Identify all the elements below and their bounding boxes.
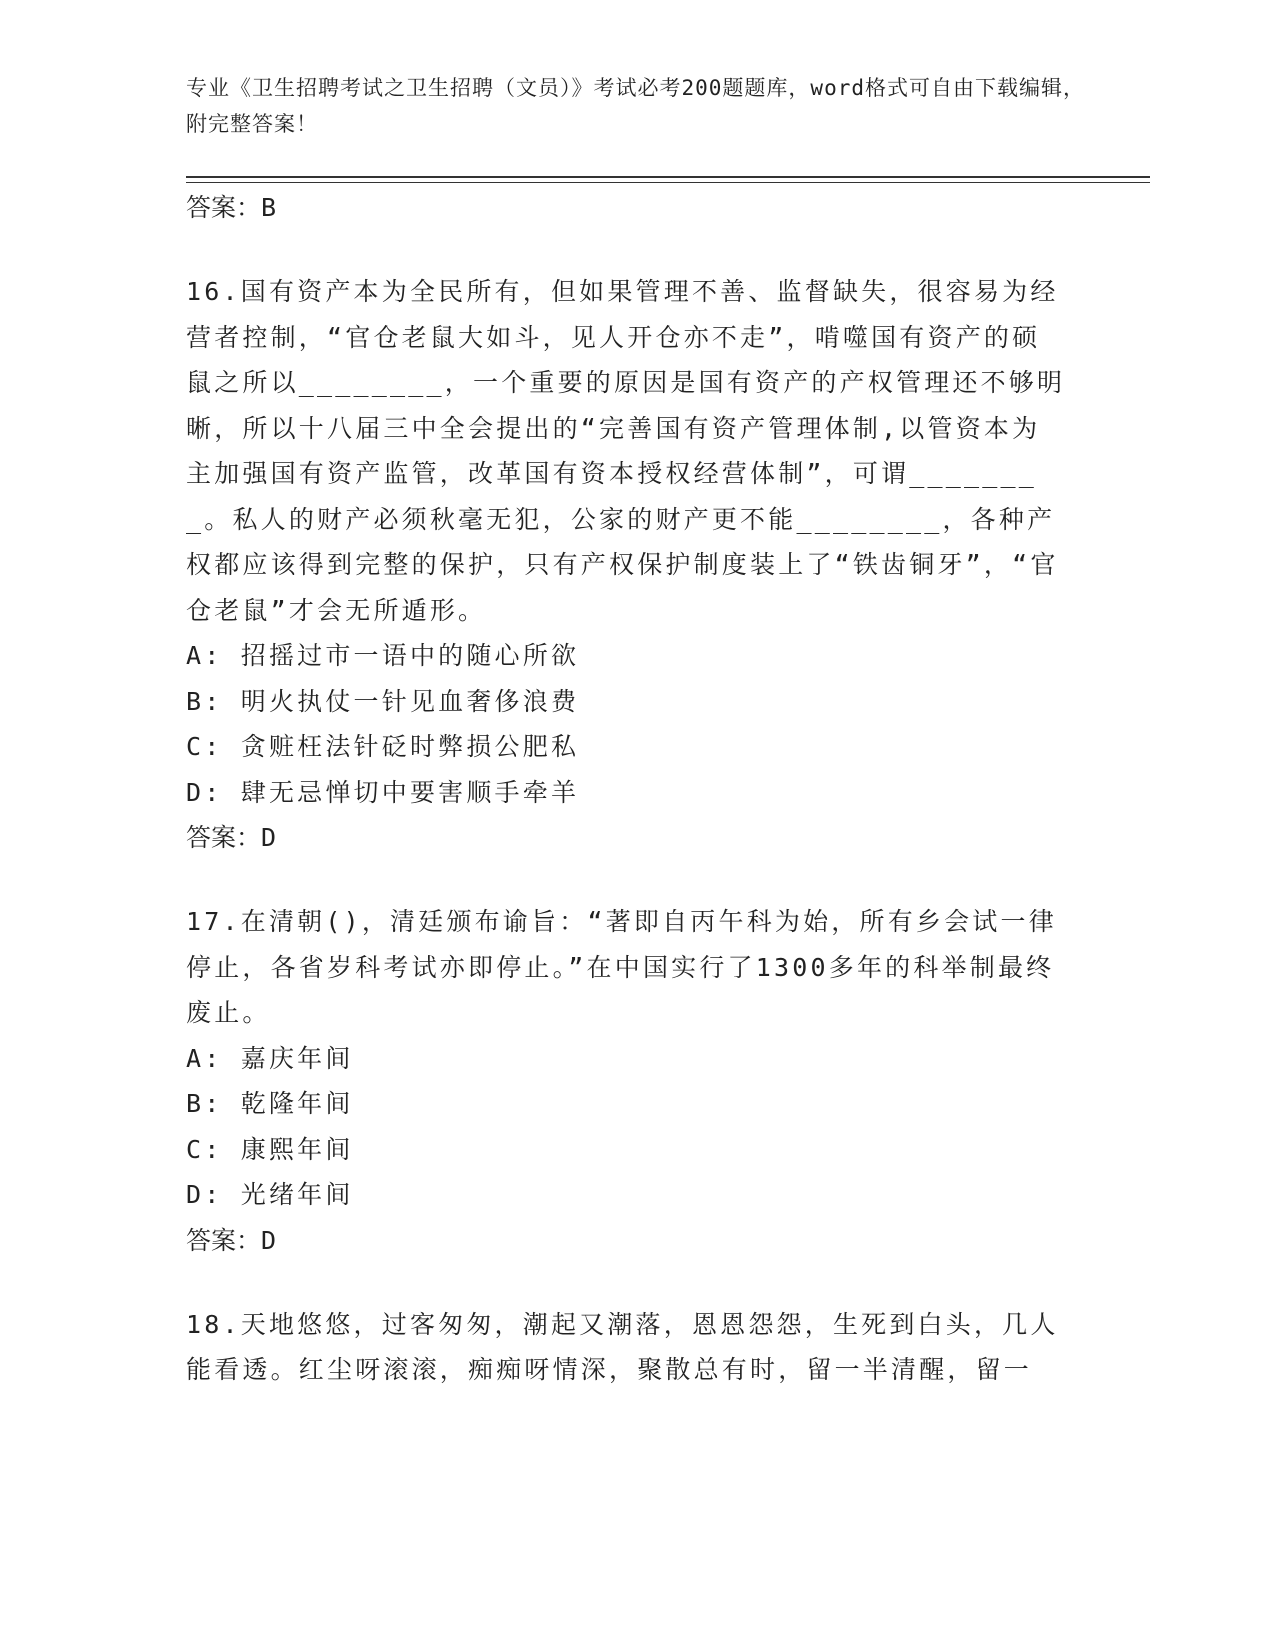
- header-divider: [186, 176, 1150, 183]
- answer-line: 答案：D: [186, 823, 277, 852]
- option-c: C: 贪赃枉法针砭时弊损公肥私: [186, 732, 580, 761]
- page-header: 专业《卫生招聘考试之卫生招聘（文员）》考试必考200题题库，word格式可自由下载编辑，附完整答案！: [186, 76, 1085, 136]
- option-d: D: 光绪年间: [186, 1180, 354, 1209]
- question-17: [186, 899, 1066, 1264]
- option-a: A: 嘉庆年间: [186, 1043, 354, 1073]
- question-16: [186, 269, 1066, 861]
- option-b: B: 明火执仗一针见血奢侈浪费: [186, 686, 580, 716]
- option-b: B: 乾隆年间: [186, 1089, 354, 1118]
- answer-line: 答案：D: [186, 1225, 277, 1255]
- option-a: A: 招摇过市一语中的随心所欲: [186, 641, 580, 670]
- option-d: D: 肆无忌惮切中要害顺手牵羊: [186, 777, 580, 807]
- document-body: [186, 185, 1066, 1393]
- question-text: 18.天地悠悠，过客匆匆，潮起又潮落，恩恩怨怨，生死到白头，几人能看透。红尘呀滚滚，痴痴呀情深，聚散总有时，留一半清醒，留一: [186, 1309, 1059, 1384]
- option-c: C: 康熙年间: [186, 1134, 354, 1164]
- answer-line: 答案：B: [186, 193, 277, 222]
- question-text: 17.在清朝()，清廷颁布谕旨：“著即自丙午科为始，所有乡会试一律停止，各省岁科考试亦即停止。”在中国实行了1300多年的科举制最终废止。: [186, 907, 1057, 1027]
- question-18: [186, 1302, 1066, 1393]
- question-text: 16.国有资产本为全民所有，但如果管理不善、监督缺失，很容易为经营者控制，“官仓老鼠大如斗，见人开仓亦不走”，啃噬国有资产的硕鼠之所以________，一个重要的原因是国有资产的产权管理还不够明晰，所以十八届三中全会提出的“完善国有资产管理体制,以管资本为主加强国有资产监管，改革国有资本授权经营体制”，可谓________。私人的财产必须秋毫无犯，公家的财产更不能________，各种产权都应该得到完整的保护，只有产权保护制度装上了“铁齿铜牙”，“官仓老鼠”才会无所遁形。: [186, 277, 1066, 625]
